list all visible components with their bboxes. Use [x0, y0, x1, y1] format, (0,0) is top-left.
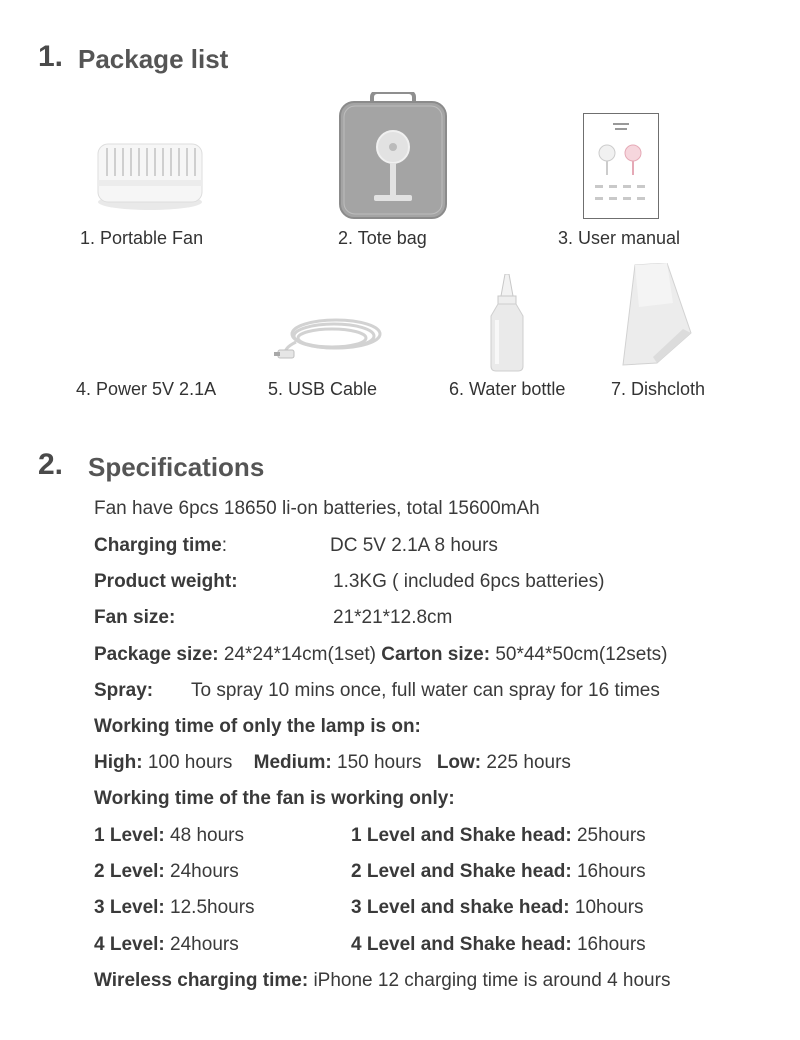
level-label: 3 Level: — [94, 897, 165, 918]
level-row — [94, 824, 646, 848]
fan-size-label: Fan size: — [94, 607, 176, 628]
package-size-value: 24*24*14cm(1set) — [223, 644, 377, 665]
carton-size-label: Carton size: — [381, 644, 491, 665]
level-value: 12.5hours — [170, 897, 255, 918]
wireless-charging-row — [94, 969, 670, 993]
shake-head-label: 2 Level and Shake head: — [351, 861, 572, 882]
carton-size-value: 50*44*50cm(12sets) — [495, 644, 668, 665]
wireless-charging-value: iPhone 12 charging time is around 4 hours — [313, 970, 671, 991]
spray-value: To spray 10 mins once, full water can spray for 16 times — [191, 680, 660, 701]
fan-heading-text: Working time of the fan is working only: — [94, 788, 455, 809]
shake-head-value: 10hours — [574, 897, 644, 918]
level-label: 4 Level: — [94, 934, 165, 955]
level-label: 1 Level: — [94, 825, 165, 846]
charging-time-value: DC 5V 2.1A 8 hours — [330, 535, 498, 556]
lamp-low-value: 225 hours — [486, 752, 571, 773]
user-manual-image — [583, 113, 659, 219]
level-value: 48 hours — [170, 825, 244, 846]
fan-size-value: 21*21*12.8cm — [333, 607, 453, 628]
fan-heading — [94, 787, 455, 811]
package-size-row — [94, 643, 667, 667]
battery-info: Fan have 6pcs 18650 li-on batteries, total 15600mAh — [94, 498, 540, 519]
item-label-water-bottle: 6. Water bottle — [449, 379, 566, 399]
package-section-number: 1. — [38, 40, 64, 73]
fan-size-row — [94, 606, 453, 630]
tote-bag-image — [338, 92, 448, 220]
product-weight-value: 1.3KG ( included 6pcs batteries) — [333, 571, 605, 592]
spray-label: Spray: — [94, 680, 154, 701]
item-label-user-manual: 3. User manual — [558, 228, 681, 248]
lamp-times-row — [94, 751, 571, 775]
shake-head-cell — [351, 824, 646, 848]
portable-fan-image — [95, 140, 205, 212]
package-section-title: Package list — [78, 44, 229, 74]
level-label: 2 Level: — [94, 861, 165, 882]
level-value: 24hours — [170, 934, 239, 955]
lamp-high-value: 100 hours — [147, 752, 233, 773]
charging-time-sep: : — [221, 535, 228, 556]
lamp-low-label: Low: — [436, 752, 482, 773]
shake-head-label: 4 Level and Shake head: — [351, 934, 572, 955]
lamp-heading — [94, 715, 421, 739]
usb-cable-image — [272, 316, 382, 362]
level-row — [94, 896, 644, 920]
charging-time-row — [94, 534, 498, 558]
product-weight-row — [94, 570, 605, 594]
dishcloth-image — [617, 263, 693, 367]
shake-head-label: 3 Level and shake head: — [351, 897, 570, 918]
item-label-portable-fan: 1. Portable Fan — [80, 228, 204, 248]
spray-row — [94, 679, 660, 703]
specs-section-number: 2. — [38, 448, 64, 481]
shake-head-cell — [351, 860, 646, 884]
item-label-power: 4. Power 5V 2.1A — [76, 379, 217, 399]
specs-section-title: Specifications — [88, 452, 265, 482]
lamp-high-label: High: — [94, 752, 143, 773]
shake-head-label: 1 Level and Shake head: — [351, 825, 572, 846]
shake-head-value: 16hours — [576, 861, 646, 882]
product-weight-label: Product weight: — [94, 571, 238, 592]
item-label-tote-bag: 2. Tote bag — [338, 228, 427, 248]
level-row — [94, 933, 646, 957]
lamp-heading-text: Working time of only the lamp is on: — [94, 716, 421, 737]
package-size-label: Package size: — [94, 644, 219, 665]
shake-head-value: 25hours — [576, 825, 646, 846]
shake-head-cell — [351, 896, 644, 920]
level-value: 24hours — [170, 861, 239, 882]
wireless-charging-label: Wireless charging time: — [94, 970, 309, 991]
lamp-medium-value: 150 hours — [337, 752, 422, 773]
lamp-medium-label: Medium: — [253, 752, 332, 773]
shake-head-cell — [351, 933, 646, 957]
charging-time-label: Charging time — [94, 535, 222, 556]
shake-head-value: 16hours — [576, 934, 646, 955]
item-label-dishcloth: 7. Dishcloth — [611, 379, 706, 399]
level-row — [94, 860, 646, 884]
item-label-usb-cable: 5. USB Cable — [268, 379, 378, 399]
water-bottle-image — [487, 274, 527, 372]
